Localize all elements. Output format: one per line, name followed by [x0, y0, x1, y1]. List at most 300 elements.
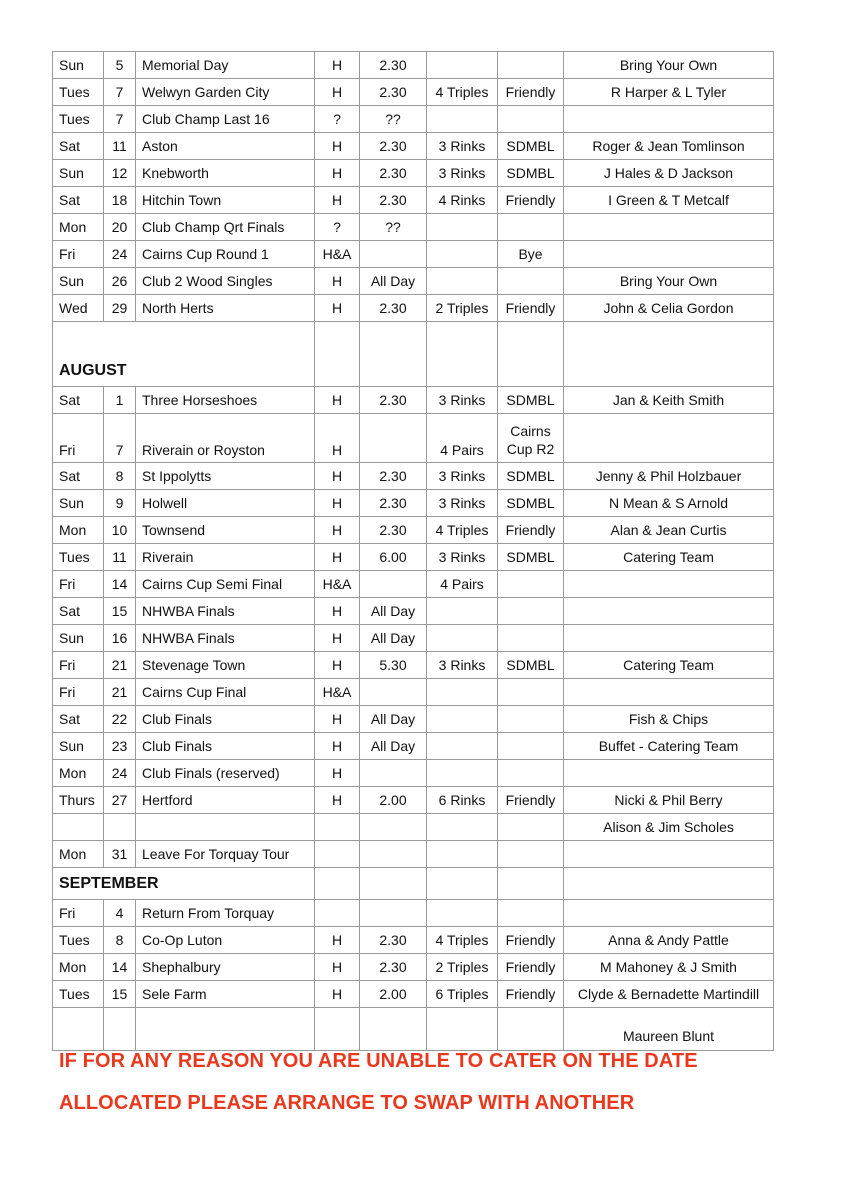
date-cell: 8: [104, 927, 136, 954]
format-cell: [427, 268, 498, 295]
format-cell: 3 Rinks: [427, 490, 498, 517]
format-cell: 3 Rinks: [427, 387, 498, 414]
venue-cell: H: [315, 760, 360, 787]
time-cell: 2.30: [360, 133, 427, 160]
venue-cell: H: [315, 79, 360, 106]
catering-cell: Roger & Jean Tomlinson: [564, 133, 774, 160]
opponent-cell: North Herts: [136, 295, 315, 322]
time-cell: [360, 571, 427, 598]
opponent-cell: Stevenage Town: [136, 652, 315, 679]
fixture-row: [53, 133, 774, 160]
time-cell: [360, 414, 427, 463]
fixture-row: [53, 598, 774, 625]
time-cell: 2.30: [360, 187, 427, 214]
opponent-cell: Return From Torquay: [136, 900, 315, 927]
opponent-cell: Shephalbury: [136, 954, 315, 981]
date-cell: 5: [104, 52, 136, 79]
empty-cell: [427, 868, 498, 900]
format-cell: 6 Triples: [427, 981, 498, 1008]
date-cell: 31: [104, 841, 136, 868]
time-cell: 2.00: [360, 981, 427, 1008]
catering-cell: Alan & Jean Curtis: [564, 517, 774, 544]
fixture-row: [53, 652, 774, 679]
opponent-cell: Three Horseshoes: [136, 387, 315, 414]
venue-cell: H: [315, 295, 360, 322]
format-cell: 3 Rinks: [427, 133, 498, 160]
opponent-cell: [136, 814, 315, 841]
format-cell: [427, 814, 498, 841]
venue-cell: H: [315, 268, 360, 295]
competition-cell: Friendly: [498, 187, 564, 214]
fixture-row: [53, 414, 774, 463]
time-cell: 2.00: [360, 787, 427, 814]
date-cell: 7: [104, 106, 136, 133]
empty-cell: [498, 868, 564, 900]
catering-cell: [564, 214, 774, 241]
day-cell: Sat: [53, 463, 104, 490]
format-cell: [427, 106, 498, 133]
opponent-cell: Sele Farm: [136, 981, 315, 1008]
opponent-cell: Club Finals (reserved): [136, 760, 315, 787]
format-cell: 4 Triples: [427, 517, 498, 544]
opponent-cell: St Ippolytts: [136, 463, 315, 490]
venue-cell: H: [315, 490, 360, 517]
date-cell: 26: [104, 268, 136, 295]
day-cell: Tues: [53, 544, 104, 571]
opponent-cell: Hertford: [136, 787, 315, 814]
date-cell: 29: [104, 295, 136, 322]
venue-cell: H: [315, 652, 360, 679]
time-cell: [360, 814, 427, 841]
venue-cell: H: [315, 927, 360, 954]
competition-cell: SDMBL: [498, 387, 564, 414]
competition-cell: SDMBL: [498, 160, 564, 187]
format-cell: 3 Rinks: [427, 652, 498, 679]
competition-cell: Bye: [498, 241, 564, 268]
fixture-row: [53, 241, 774, 268]
competition-cell: SDMBL: [498, 544, 564, 571]
venue-cell: [315, 900, 360, 927]
opponent-cell: Riverain: [136, 544, 315, 571]
format-cell: [427, 760, 498, 787]
time-cell: All Day: [360, 268, 427, 295]
day-cell: Sun: [53, 733, 104, 760]
fixture-row: [53, 106, 774, 133]
catering-cell: [564, 625, 774, 652]
catering-cell: [564, 900, 774, 927]
fixture-row: [53, 79, 774, 106]
fixture-row: [53, 841, 774, 868]
date-cell: 12: [104, 160, 136, 187]
competition-cell: SDMBL: [498, 463, 564, 490]
venue-cell: H: [315, 414, 360, 463]
fixture-row: [53, 733, 774, 760]
time-cell: [360, 760, 427, 787]
competition-cell: Cairns Cup R2: [498, 414, 564, 463]
catering-cell: [564, 760, 774, 787]
competition-cell: [498, 268, 564, 295]
fixture-row: [53, 954, 774, 981]
date-cell: 23: [104, 733, 136, 760]
month-heading-row: [53, 322, 774, 387]
venue-cell: [315, 814, 360, 841]
opponent-cell: Memorial Day: [136, 52, 315, 79]
catering-cell: [564, 106, 774, 133]
day-cell: Sun: [53, 625, 104, 652]
competition-cell: Friendly: [498, 517, 564, 544]
competition-cell: [498, 841, 564, 868]
venue-cell: H: [315, 387, 360, 414]
format-cell: 2 Triples: [427, 954, 498, 981]
format-cell: 4 Triples: [427, 79, 498, 106]
date-cell: 27: [104, 787, 136, 814]
catering-cell: [564, 841, 774, 868]
catering-cell: [564, 241, 774, 268]
opponent-cell: Hitchin Town: [136, 187, 315, 214]
competition-cell: [498, 214, 564, 241]
opponent-cell: Riverain or Royston: [136, 414, 315, 463]
empty-cell: [360, 322, 427, 387]
empty-cell: [360, 868, 427, 900]
date-cell: 15: [104, 598, 136, 625]
date-cell: 14: [104, 571, 136, 598]
competition-cell: Friendly: [498, 981, 564, 1008]
format-cell: [427, 679, 498, 706]
venue-cell: H: [315, 160, 360, 187]
fixture-row: [53, 571, 774, 598]
empty-cell: [315, 322, 360, 387]
competition-cell: [498, 52, 564, 79]
fixtures-body: [53, 52, 774, 1051]
competition-cell: [498, 106, 564, 133]
catering-cell: Buffet - Catering Team: [564, 733, 774, 760]
date-cell: 20: [104, 214, 136, 241]
opponent-cell: Co-Op Luton: [136, 927, 315, 954]
fixture-row: [53, 160, 774, 187]
empty-cell: [564, 322, 774, 387]
opponent-cell: Welwyn Garden City: [136, 79, 315, 106]
format-cell: 6 Rinks: [427, 787, 498, 814]
day-cell: Mon: [53, 214, 104, 241]
catering-cell: Nicki & Phil Berry: [564, 787, 774, 814]
time-cell: ??: [360, 106, 427, 133]
fixture-row: [53, 52, 774, 79]
day-cell: Thurs: [53, 787, 104, 814]
catering-cell: Jenny & Phil Holzbauer: [564, 463, 774, 490]
venue-cell: H: [315, 463, 360, 490]
opponent-cell: [136, 1008, 315, 1051]
fixture-row: [53, 900, 774, 927]
time-cell: 2.30: [360, 490, 427, 517]
venue-cell: H: [315, 544, 360, 571]
catering-cell: Catering Team: [564, 652, 774, 679]
opponent-cell: Club 2 Wood Singles: [136, 268, 315, 295]
competition-cell: [498, 900, 564, 927]
opponent-cell: Leave For Torquay Tour: [136, 841, 315, 868]
venue-cell: H: [315, 954, 360, 981]
time-cell: 2.30: [360, 52, 427, 79]
date-cell: 15: [104, 981, 136, 1008]
date-cell: 8: [104, 463, 136, 490]
venue-cell: H&A: [315, 679, 360, 706]
opponent-cell: Club Finals: [136, 733, 315, 760]
opponent-cell: Knebworth: [136, 160, 315, 187]
catering-notice-line-1: IF FOR ANY REASON YOU ARE UNABLE TO CATER ON THE DATE: [59, 1050, 698, 1072]
format-cell: 4 Pairs: [427, 414, 498, 463]
competition-cell: Friendly: [498, 787, 564, 814]
venue-cell: H: [315, 133, 360, 160]
catering-cell: Bring Your Own: [564, 268, 774, 295]
date-cell: 11: [104, 544, 136, 571]
venue-cell: [315, 841, 360, 868]
day-cell: Sat: [53, 706, 104, 733]
venue-cell: ?: [315, 106, 360, 133]
date-cell: 22: [104, 706, 136, 733]
fixture-row: [53, 625, 774, 652]
competition-cell: [498, 571, 564, 598]
time-cell: ??: [360, 214, 427, 241]
day-cell: Fri: [53, 241, 104, 268]
opponent-cell: NHWBA Finals: [136, 625, 315, 652]
opponent-cell: Club Champ Qrt Finals: [136, 214, 315, 241]
venue-cell: H: [315, 733, 360, 760]
fixture-row: [53, 927, 774, 954]
day-cell: Sun: [53, 268, 104, 295]
day-cell: Mon: [53, 517, 104, 544]
competition-cell: [498, 625, 564, 652]
format-cell: 2 Triples: [427, 295, 498, 322]
format-cell: 3 Rinks: [427, 463, 498, 490]
fixture-row: [53, 706, 774, 733]
day-cell: Mon: [53, 954, 104, 981]
opponent-cell: Club Champ Last 16: [136, 106, 315, 133]
format-cell: [427, 1008, 498, 1051]
format-cell: 3 Rinks: [427, 160, 498, 187]
time-cell: All Day: [360, 706, 427, 733]
day-cell: Tues: [53, 79, 104, 106]
time-cell: 2.30: [360, 517, 427, 544]
time-cell: 2.30: [360, 954, 427, 981]
opponent-cell: Holwell: [136, 490, 315, 517]
time-cell: 2.30: [360, 927, 427, 954]
date-cell: 21: [104, 652, 136, 679]
catering-cell: [564, 414, 774, 463]
day-cell: Fri: [53, 679, 104, 706]
date-cell: 9: [104, 490, 136, 517]
format-cell: 4 Triples: [427, 927, 498, 954]
competition-cell: [498, 706, 564, 733]
date-cell: 7: [104, 79, 136, 106]
month-heading: SEPTEMBER: [53, 868, 315, 900]
opponent-cell: Cairns Cup Round 1: [136, 241, 315, 268]
catering-cell: Bring Your Own: [564, 52, 774, 79]
day-cell: Tues: [53, 106, 104, 133]
date-cell: [104, 814, 136, 841]
time-cell: All Day: [360, 598, 427, 625]
fixture-row: [53, 981, 774, 1008]
opponent-cell: Cairns Cup Final: [136, 679, 315, 706]
fixture-row: [53, 214, 774, 241]
competition-cell: [498, 814, 564, 841]
opponent-cell: Aston: [136, 133, 315, 160]
format-cell: 4 Pairs: [427, 571, 498, 598]
date-cell: 10: [104, 517, 136, 544]
format-cell: [427, 598, 498, 625]
catering-cell: [564, 571, 774, 598]
time-cell: 2.30: [360, 295, 427, 322]
format-cell: [427, 214, 498, 241]
time-cell: All Day: [360, 625, 427, 652]
catering-cell: J Hales & D Jackson: [564, 160, 774, 187]
format-cell: 4 Rinks: [427, 187, 498, 214]
format-cell: [427, 241, 498, 268]
fixture-row: [53, 1008, 774, 1051]
empty-cell: [564, 868, 774, 900]
catering-cell: Maureen Blunt: [564, 1008, 774, 1051]
opponent-cell: Townsend: [136, 517, 315, 544]
venue-cell: H: [315, 787, 360, 814]
time-cell: [360, 679, 427, 706]
fixture-row: [53, 814, 774, 841]
venue-cell: H&A: [315, 241, 360, 268]
catering-cell: Clyde & Bernadette Martindill: [564, 981, 774, 1008]
catering-cell: N Mean & S Arnold: [564, 490, 774, 517]
competition-cell: SDMBL: [498, 490, 564, 517]
day-cell: Fri: [53, 571, 104, 598]
venue-cell: H: [315, 706, 360, 733]
day-cell: Sun: [53, 490, 104, 517]
fixture-row: [53, 760, 774, 787]
empty-cell: [315, 868, 360, 900]
time-cell: 2.30: [360, 79, 427, 106]
opponent-cell: Club Finals: [136, 706, 315, 733]
catering-cell: Anna & Andy Pattle: [564, 927, 774, 954]
date-cell: 18: [104, 187, 136, 214]
date-cell: 24: [104, 241, 136, 268]
empty-cell: [498, 322, 564, 387]
venue-cell: H: [315, 598, 360, 625]
fixture-row: [53, 544, 774, 571]
time-cell: 2.30: [360, 463, 427, 490]
venue-cell: H&A: [315, 571, 360, 598]
date-cell: 7: [104, 414, 136, 463]
competition-cell: [498, 760, 564, 787]
time-cell: 2.30: [360, 387, 427, 414]
day-cell: Sat: [53, 598, 104, 625]
day-cell: Sat: [53, 187, 104, 214]
catering-cell: Fish & Chips: [564, 706, 774, 733]
fixture-row: [53, 463, 774, 490]
day-cell: Sat: [53, 387, 104, 414]
catering-cell: John & Celia Gordon: [564, 295, 774, 322]
month-heading-row: [53, 868, 774, 900]
time-cell: [360, 900, 427, 927]
day-cell: Sat: [53, 133, 104, 160]
day-cell: Sun: [53, 160, 104, 187]
venue-cell: H: [315, 981, 360, 1008]
competition-cell: Friendly: [498, 79, 564, 106]
date-cell: [104, 1008, 136, 1051]
day-cell: [53, 1008, 104, 1051]
opponent-cell: NHWBA Finals: [136, 598, 315, 625]
day-cell: Fri: [53, 414, 104, 463]
competition-cell: SDMBL: [498, 133, 564, 160]
time-cell: 2.30: [360, 160, 427, 187]
venue-cell: ?: [315, 214, 360, 241]
day-cell: Mon: [53, 841, 104, 868]
opponent-cell: Cairns Cup Semi Final: [136, 571, 315, 598]
format-cell: [427, 625, 498, 652]
date-cell: 16: [104, 625, 136, 652]
fixture-row: [53, 268, 774, 295]
fixture-row: [53, 787, 774, 814]
catering-cell: Alison & Jim Scholes: [564, 814, 774, 841]
fixtures-table: [52, 51, 774, 1051]
format-cell: [427, 900, 498, 927]
format-cell: [427, 733, 498, 760]
competition-cell: Friendly: [498, 295, 564, 322]
catering-cell: I Green & T Metcalf: [564, 187, 774, 214]
catering-cell: Catering Team: [564, 544, 774, 571]
fixture-row: [53, 187, 774, 214]
competition-cell: [498, 1008, 564, 1051]
day-cell: Fri: [53, 652, 104, 679]
day-cell: Mon: [53, 760, 104, 787]
time-cell: [360, 1008, 427, 1051]
date-cell: 11: [104, 133, 136, 160]
venue-cell: H: [315, 517, 360, 544]
catering-cell: [564, 598, 774, 625]
venue-cell: H: [315, 625, 360, 652]
venue-cell: [315, 1008, 360, 1051]
day-cell: Tues: [53, 981, 104, 1008]
day-cell: Sun: [53, 52, 104, 79]
fixture-row: [53, 387, 774, 414]
venue-cell: H: [315, 187, 360, 214]
catering-cell: Jan & Keith Smith: [564, 387, 774, 414]
fixture-row: [53, 679, 774, 706]
format-cell: [427, 706, 498, 733]
time-cell: 5.30: [360, 652, 427, 679]
fixture-row: [53, 490, 774, 517]
day-cell: Tues: [53, 927, 104, 954]
date-cell: 24: [104, 760, 136, 787]
venue-cell: H: [315, 52, 360, 79]
time-cell: All Day: [360, 733, 427, 760]
format-cell: [427, 52, 498, 79]
date-cell: 21: [104, 679, 136, 706]
day-cell: Fri: [53, 900, 104, 927]
date-cell: 14: [104, 954, 136, 981]
competition-cell: [498, 733, 564, 760]
format-cell: [427, 841, 498, 868]
competition-cell: [498, 679, 564, 706]
catering-cell: M Mahoney & J Smith: [564, 954, 774, 981]
competition-cell: [498, 598, 564, 625]
month-heading: AUGUST: [53, 322, 315, 387]
competition-cell: SDMBL: [498, 652, 564, 679]
date-cell: 1: [104, 387, 136, 414]
day-cell: [53, 814, 104, 841]
catering-notice-line-2: ALLOCATED PLEASE ARRANGE TO SWAP WITH ANOTHER: [59, 1092, 635, 1114]
fixture-row: [53, 517, 774, 544]
competition-cell: Friendly: [498, 954, 564, 981]
time-cell: [360, 841, 427, 868]
competition-cell: Friendly: [498, 927, 564, 954]
format-cell: 3 Rinks: [427, 544, 498, 571]
date-cell: 4: [104, 900, 136, 927]
fixture-row: [53, 295, 774, 322]
